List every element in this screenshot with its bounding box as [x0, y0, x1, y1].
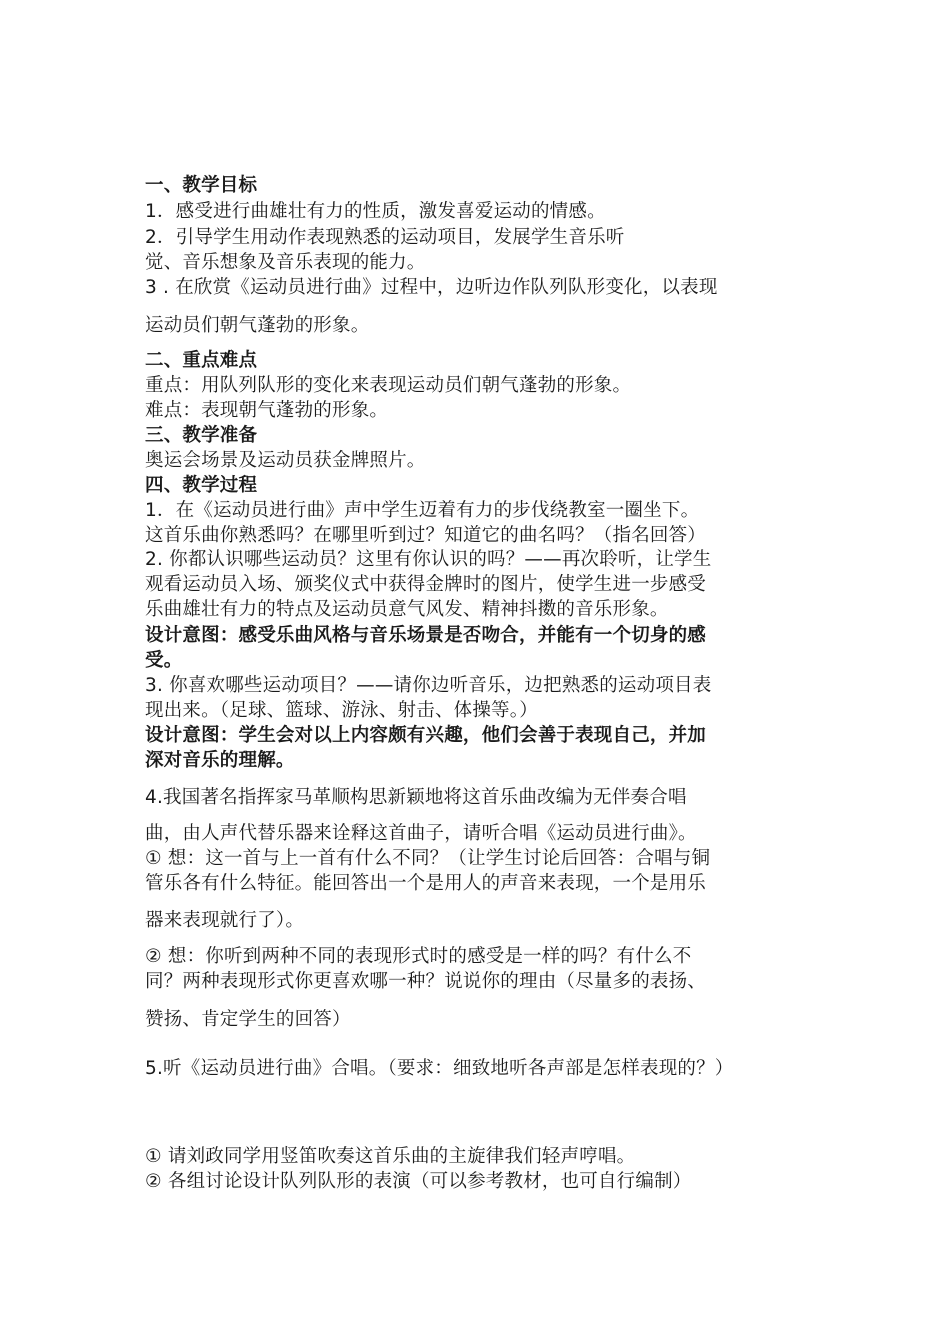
- text-line: 难点：表现朝气蓬勃的形象。: [145, 400, 389, 421]
- text-line: ① 想：这一首与上一首有什么不同？（让学生讨论后回答：合唱与铜: [145, 848, 711, 869]
- section-heading-process: 四、教学过程: [145, 475, 258, 496]
- design-intent-line: 深对音乐的理解。: [145, 750, 295, 771]
- text-line: 运动员们朝气蓬勃的形象。: [145, 315, 370, 336]
- text-line: 3 . 在欣赏《运动员进行曲》过程中，边听边作队列队形变化，以表现: [145, 277, 718, 298]
- text-line: ② 各组讨论设计队列队形的表演（可以参考教材，也可自行编制）: [145, 1171, 692, 1192]
- text-line: ② 想：你听到两种不同的表现形式时的感受是一样的吗？有什么不: [145, 946, 692, 967]
- text-line: 1．在《运动员进行曲》声中学生迈着有力的步伐绕教室一圈坐下。: [145, 500, 700, 521]
- text-line: 这首乐曲你熟悉吗？在哪里听到过？知道它的曲名吗？（指名回答）: [145, 525, 707, 546]
- text-line: 管乐各有什么特征。能回答出一个是用人的声音来表现，一个是用乐: [145, 873, 707, 894]
- design-intent-line: 受。: [145, 650, 183, 671]
- text-line: 4.我国著名指挥家马革顺构思新颖地将这首乐曲改编为无伴奏合唱: [145, 787, 687, 808]
- text-line: 乐曲雄壮有力的特点及运动员意气风发、精神抖擞的音乐形象。: [145, 599, 669, 620]
- text-line: 曲，由人声代替乐器来诠释这首曲子，请听合唱《运动员进行曲》。: [145, 823, 697, 844]
- design-intent-line: 设计意图：感受乐曲风格与音乐场景是否吻合，并能有一个切身的感: [145, 625, 707, 646]
- text-line: 觉、音乐想象及音乐表现的能力。: [145, 252, 426, 273]
- text-line: 赞扬、肯定学生的回答）: [145, 1009, 351, 1030]
- text-line: 器来表现就行了）。: [145, 910, 305, 931]
- text-line: 现出来。（足球、篮球、游泳、射击、体操等。）: [145, 700, 538, 721]
- text-line: 奥运会场景及运动员获金牌照片。: [145, 450, 426, 471]
- text-line: ① 请刘政同学用竖笛吹奏这首乐曲的主旋律我们轻声哼唱。: [145, 1146, 636, 1167]
- section-heading-key-points: 二、重点难点: [145, 350, 258, 371]
- text-line: 2．引导学生用动作表现熟悉的运动项目，发展学生音乐听: [145, 227, 625, 248]
- design-intent-line: 设计意图：学生会对以上内容颇有兴趣，他们会善于表现自己，并加: [145, 725, 707, 746]
- text-line: 同？两种表现形式你更喜欢哪一种？说说你的理由（尽量多的表扬、: [145, 971, 707, 992]
- section-heading-preparation: 三、教学准备: [145, 425, 258, 446]
- section-heading-teaching-goals: 一、教学目标: [145, 175, 258, 196]
- text-line: 3. 你喜欢哪些运动项目？——请你边听音乐，边把熟悉的运动项目表: [145, 675, 712, 696]
- text-line: 重点：用队列队形的变化来表现运动员们朝气蓬勃的形象。: [145, 375, 632, 396]
- text-line: 观看运动员入场、颁奖仪式中获得金牌时的图片，使学生进一步感受: [145, 574, 707, 595]
- text-line: 5.听《运动员进行曲》合唱。（要求：细致地听各声部是怎样表现的？）: [145, 1058, 734, 1079]
- text-line: 1．感受进行曲雄壮有力的性质，激发喜爱运动的情感。: [145, 201, 606, 222]
- text-line: 2. 你都认识哪些运动员？这里有你认识的吗？——再次聆听，让学生: [145, 549, 712, 570]
